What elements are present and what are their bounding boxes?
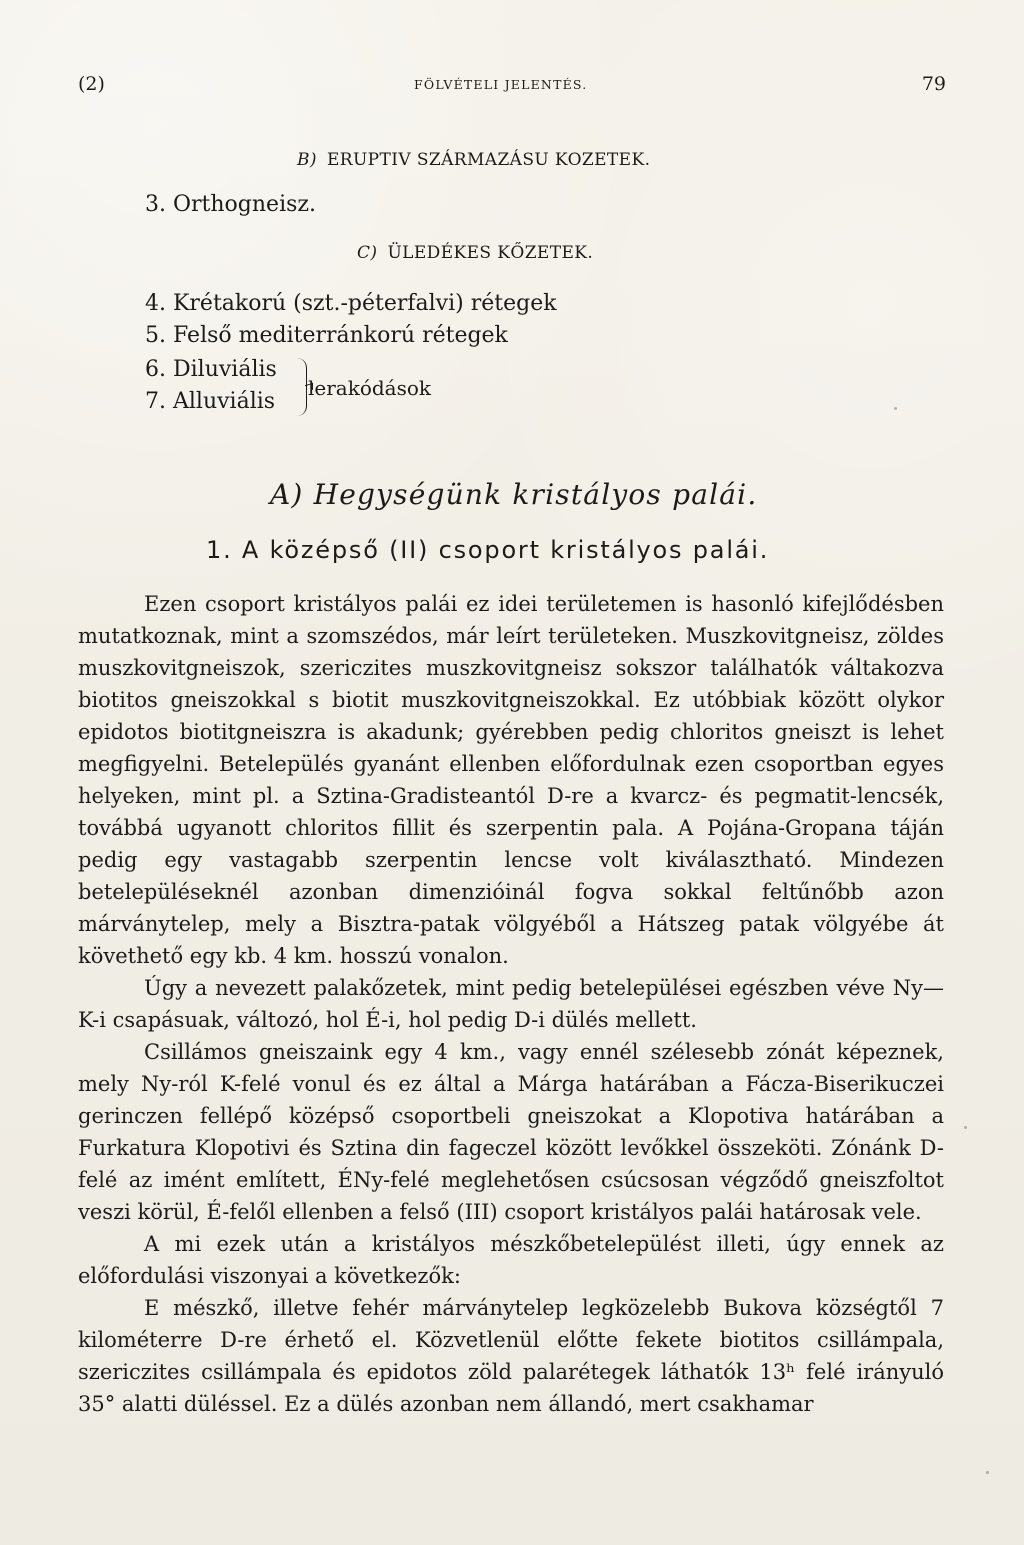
main-section-heading: A) Hegységünk kristályos palái.	[270, 478, 758, 511]
section-b-heading	[297, 150, 650, 170]
paper-speck	[894, 407, 897, 410]
page-number: 79	[921, 73, 946, 95]
section-c-marker: C)	[357, 243, 378, 263]
grouping-brace	[296, 358, 307, 416]
section-b-title: ERUPTIV SZÁRMAZÁSU KOZETEK.	[326, 150, 651, 170]
item-3: 3. Orthogneisz.	[145, 192, 316, 217]
item-7: 7. Alluviális	[145, 389, 276, 414]
paragraph: Csillámos gneiszaink egy 4 km., vagy ennél szélesebb zónát képeznek, mely Ny-ról K-felé vonul és ez által a Márga határában a Fácza-Biserikuczei gerinczen fellépő középső csoportbeli gneiszokat a Klopotiva határában a Furkatura Klopotivi és Sztina din fageczel között levőkkel összeköti. Zónánk D-felé az imént említett, ÉNy-felé meglehetősen csúcsosan végződő gneiszfoltot veszi körül, É-felől ellenben a felső (III) csoport kristályos palái határosak vele.	[78, 1040, 944, 1224]
chapter-number: (2)	[78, 73, 105, 95]
item-6: 6. Diluviális	[145, 357, 277, 382]
item-5: 5. Felső mediterránkorú rétegek	[145, 323, 508, 348]
body-text	[78, 588, 944, 1420]
section-c-heading	[357, 243, 593, 263]
paragraph: A mi ezek után a kristályos mészkőbetelepülést illeti, úgy ennek az előfordulási viszonyai a következők:	[78, 1232, 944, 1288]
running-title: FÖLVÉTELI JELENTÉS.	[414, 77, 588, 92]
section-c-title: ÜLEDÉKES KŐZETEK.	[387, 243, 594, 263]
paragraph: E mészkő, illetve fehér márványtelep legközelebb Bukova községtől 7 kilométerre D-re érhető el. Közvetlenül előtte fekete biotitos csillámpala, szericzites csillámpala és epidotos zöld palarétegek láthatók 13ʰ felé irányuló 35° alatti düléssel. Ez a dülés azonban nem állandó, mert csakhamar	[78, 1296, 944, 1416]
grouping-label: lerakódások	[308, 376, 432, 400]
subsection-heading: 1. A középső (II) csoport kristályos palái.	[206, 536, 770, 564]
paper-speck	[986, 1471, 989, 1474]
paragraph: Ezen csoport kristályos palái ez idei területemen is hasonló kifejlődésben mutatkoznak, mint a szomszédos, már leírt területeken. Muszkovitgneisz, zöldes muszkovitgneiszok, szericzites muszkovitgneisz sokszor találhatók váltakozva biotitos gneiszokkal s biotit muszkovitgneiszokkal. Ez utóbbiak között olykor epidotos biotitgneiszra is akadunk; gyérebben pedig chloritos gneiszt is lehet megfigyelni. Betelepülés gyanánt ellenben előfordulnak ezen csoportban egyes helyeken, mint pl. a Sztina-Gradisteantól D-re a kvarcz- és pegmatit-lencsék, továbbá ugyanott chloritos fillit és szerpentin pala. A Pojána-Gropana táján pedig egy vastagabb szerpentin lencse volt kiválasztható. Mindezen betelepüléseknél azonban dimenzióinál fogva sokkal feltűnőbb azon márványtelep, mely a Bisztra-patak völgyéből a Hátszeg patak völgyébe át követhető egy kb. 4 km. hosszú vonalon.	[78, 592, 944, 968]
section-b-marker: B)	[297, 150, 317, 170]
paper-speck	[964, 1126, 967, 1129]
page-header	[78, 73, 946, 97]
item-4: 4. Krétakorú (szt.-péterfalvi) rétegek	[145, 291, 557, 316]
paragraph: Úgy a nevezett palakőzetek, mint pedig betelepülései egészben véve Ny—K-i csapásuak, változó, hol É-i, hol pedig D-i dülés mellett.	[78, 976, 944, 1032]
